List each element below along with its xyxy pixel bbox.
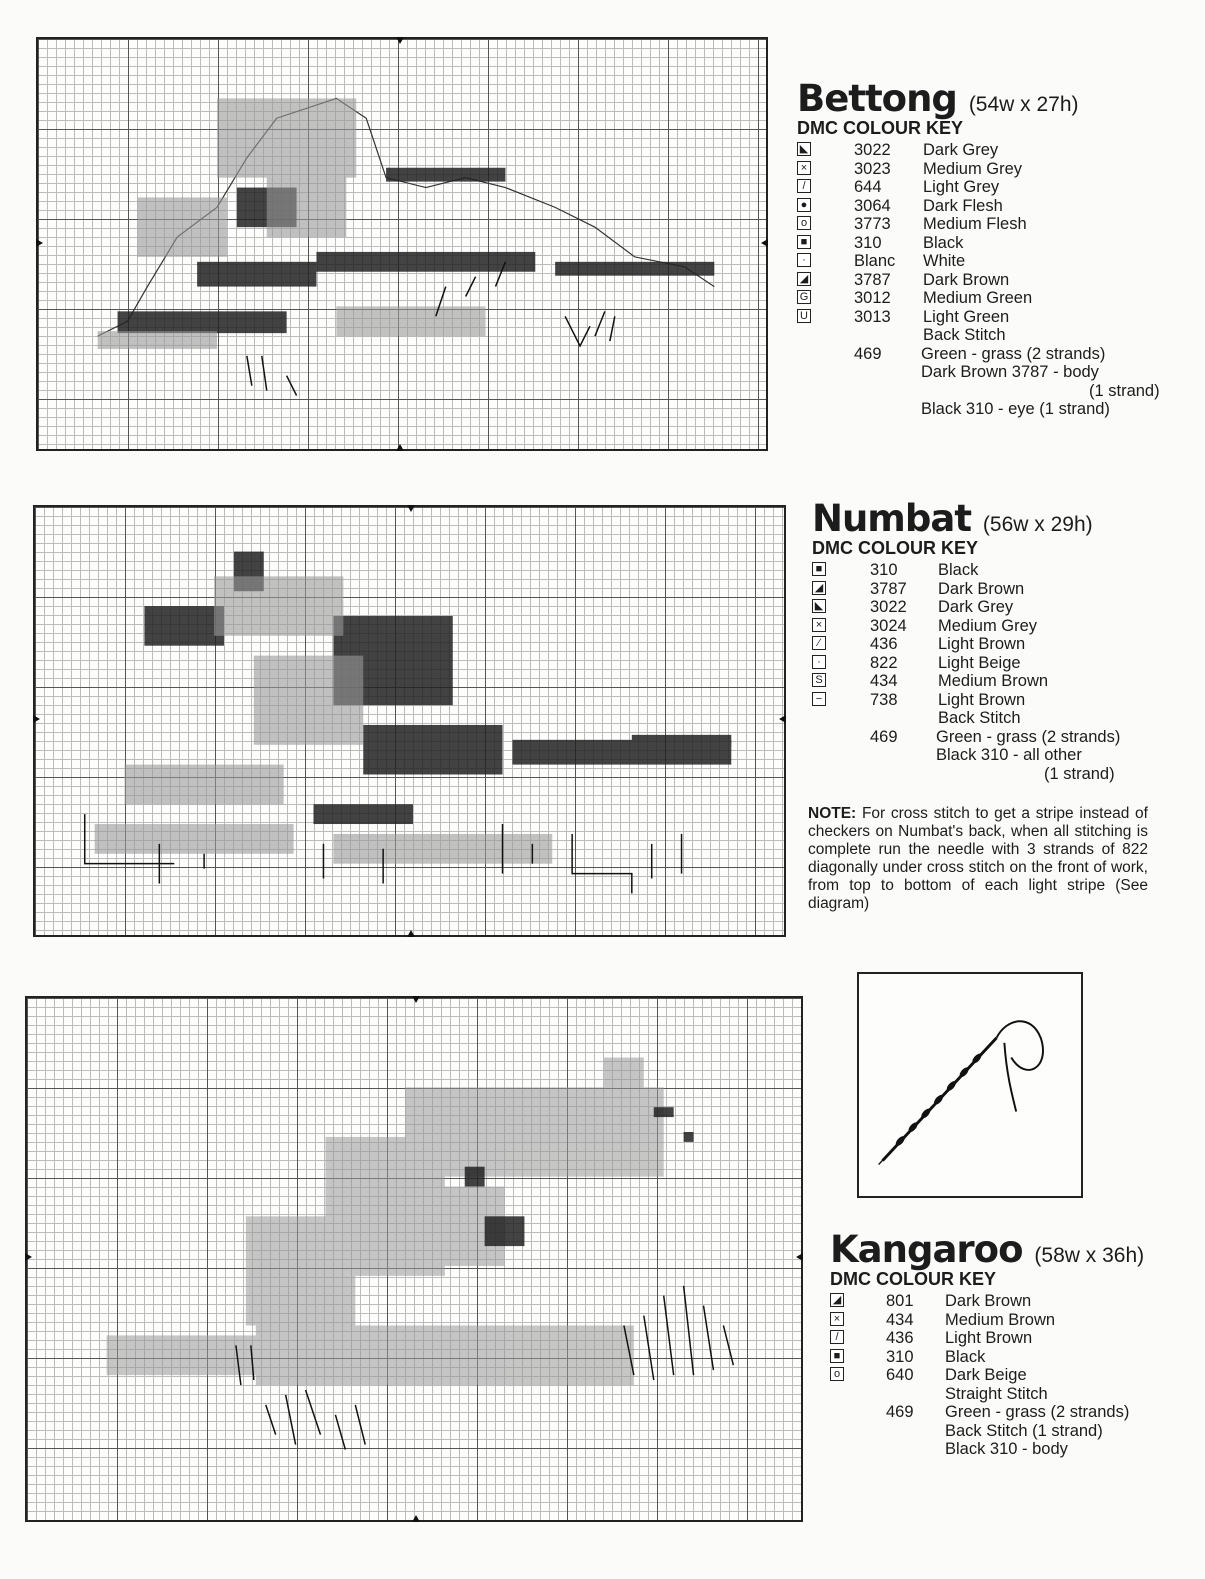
key-row <box>812 654 1182 673</box>
thread-name: Medium Grey <box>923 159 1023 178</box>
key-row <box>797 308 1177 327</box>
thread-name: Medium Grey <box>938 616 1038 635</box>
thread-code: 3022 <box>854 141 891 159</box>
thread-code: 469 <box>886 1403 914 1421</box>
kangaroo-title-text: Kangaroo <box>830 1228 1023 1271</box>
center-marker-left <box>33 715 40 723</box>
stitch-text: (1 strand) <box>1089 381 1160 400</box>
numbat-note <box>808 805 1148 913</box>
thread-name: Light Brown <box>938 635 1026 653</box>
thread-code: 3024 <box>870 616 907 635</box>
thread-code: 3012 <box>854 289 891 307</box>
thread-name: Dark Flesh <box>923 196 1003 215</box>
kangaroo-chart-grid <box>25 996 803 1522</box>
symbol-icon: · <box>812 655 826 669</box>
thread-code: 738 <box>870 690 898 709</box>
thread-code: 310 <box>886 1347 914 1366</box>
thread-name: Dark Brown <box>938 579 1025 598</box>
key-row <box>830 1292 1190 1311</box>
thread-name: Light Grey <box>923 178 1000 196</box>
numbat-chart-grid <box>33 505 786 937</box>
numbat-title <box>812 497 1182 540</box>
stitch-row <box>812 765 1182 784</box>
symbol-icon: ◢ <box>812 581 826 595</box>
kangaroo-pattern <box>27 998 801 1520</box>
symbol-icon: S <box>812 673 826 687</box>
kangaroo-key-heading: DMC COLOUR KEY <box>830 1269 996 1289</box>
numbat-title-text: Numbat <box>812 497 972 540</box>
symbol-icon: G <box>797 290 811 304</box>
center-marker-bottom <box>396 444 404 451</box>
thread-code: 3013 <box>854 307 891 326</box>
thread-name: Dark Beige <box>945 1366 1027 1384</box>
thread-code: 310 <box>854 233 882 252</box>
thread-code: 310 <box>870 561 898 579</box>
center-marker-top <box>396 37 404 44</box>
thread-name: Light Brown <box>945 1329 1033 1347</box>
key-row <box>797 271 1177 290</box>
numbat-pattern <box>35 507 784 935</box>
bettong-chart-grid <box>36 37 768 451</box>
key-row <box>797 252 1177 271</box>
key-row <box>812 635 1182 654</box>
symbol-icon: · <box>797 253 811 267</box>
stitch-row <box>797 400 1177 419</box>
key-row <box>812 561 1182 580</box>
symbol-icon: × <box>812 618 826 632</box>
note-text: For cross stitch to get a stripe instead of checkers on Numbat's back, when all stitching is complete run the needle with 3 strands of 822 diagonally under cross stitch on the front of work, from top to bottom of each light stripe (See diagram) <box>808 805 1148 912</box>
thread-code: 3787 <box>854 270 891 289</box>
symbol-icon: / <box>797 179 811 193</box>
stitch-row <box>830 1440 1190 1459</box>
thread-code: 3023 <box>854 159 891 178</box>
center-marker-bottom <box>407 930 415 937</box>
key-row <box>797 141 1177 160</box>
stitch-text: Black 310 - body <box>945 1440 1068 1458</box>
thread-name: Light Green <box>923 307 1010 326</box>
stitch-heading: Back Stitch <box>923 326 1006 344</box>
thread-code: 3064 <box>854 196 891 215</box>
bettong-key <box>797 77 1177 419</box>
stitch-text: Black 310 - eye (1 strand) <box>921 400 1110 418</box>
stitch-text: Black 310 - all other <box>936 746 1082 764</box>
thread-code: Blanc <box>854 252 896 270</box>
symbol-icon: U <box>797 309 811 323</box>
kangaroo-size: (58w x 36h) <box>1034 1244 1145 1267</box>
key-row <box>797 178 1177 197</box>
stitch-row <box>797 363 1177 382</box>
thread-name: Light Brown <box>938 690 1026 709</box>
note-label: NOTE: <box>808 805 857 822</box>
thread-name: Medium Brown <box>945 1310 1056 1329</box>
stitch-row <box>812 746 1182 765</box>
stitch-heading-row <box>812 709 1182 728</box>
key-row <box>797 160 1177 179</box>
symbol-icon: o <box>797 216 811 230</box>
key-row <box>812 580 1182 599</box>
thread-code: 822 <box>870 653 898 672</box>
center-marker-right <box>761 239 768 247</box>
center-marker-left <box>25 1253 32 1261</box>
thread-name: Dark Brown <box>945 1292 1032 1310</box>
numbat-key <box>812 497 1182 783</box>
thread-code: 644 <box>854 178 882 196</box>
thread-code: 434 <box>886 1310 914 1329</box>
center-marker-left <box>36 239 43 247</box>
center-marker-right <box>779 715 786 723</box>
symbol-icon: ◢ <box>797 272 811 286</box>
stitch-diagram <box>857 972 1083 1198</box>
stitch-text: (1 strand) <box>1044 764 1115 783</box>
stitch-heading: Back Stitch <box>938 709 1021 727</box>
center-marker-bottom <box>412 1515 420 1522</box>
key-row <box>830 1366 1190 1385</box>
stitch-row <box>830 1422 1190 1441</box>
thread-name: Dark Brown <box>923 270 1010 289</box>
stitch-text: Green - grass (2 strands) <box>921 344 1106 363</box>
stitch-row <box>830 1403 1190 1422</box>
key-row <box>830 1329 1190 1348</box>
bettong-title-text: Bettong <box>797 77 957 120</box>
symbol-icon: × <box>830 1312 844 1326</box>
symbol-icon: ■ <box>812 562 826 576</box>
stitch-text: Green - grass (2 strands) <box>945 1403 1130 1421</box>
numbat-size: (56w x 29h) <box>982 513 1093 536</box>
symbol-icon: − <box>812 692 826 706</box>
stitch-row <box>797 382 1177 401</box>
symbol-icon: ◢ <box>830 1293 844 1307</box>
thread-code: 434 <box>870 672 898 690</box>
stitch-row <box>812 728 1182 747</box>
symbol-icon: o <box>830 1367 844 1381</box>
key-row <box>812 598 1182 617</box>
thread-name: White <box>923 252 966 270</box>
numbat-key-heading: DMC COLOUR KEY <box>812 538 978 558</box>
thread-code: 640 <box>886 1366 914 1384</box>
symbol-icon: ■ <box>797 235 811 249</box>
thread-code: 469 <box>870 727 898 746</box>
key-row <box>797 289 1177 308</box>
needle-illustration <box>859 974 1081 1196</box>
key-row <box>797 197 1177 216</box>
thread-name: Black <box>938 561 979 579</box>
thread-code: 436 <box>886 1329 914 1347</box>
key-row <box>797 234 1177 253</box>
thread-name: Black <box>945 1347 986 1366</box>
stitch-text: Dark Brown 3787 - body <box>921 363 1099 381</box>
bettong-size: (54w x 27h) <box>968 93 1079 116</box>
bettong-key-heading: DMC COLOUR KEY <box>797 118 963 138</box>
center-marker-right <box>796 1253 803 1261</box>
key-row <box>830 1348 1190 1367</box>
thread-code: 436 <box>870 635 898 653</box>
key-row <box>812 691 1182 710</box>
thread-name: Black <box>923 233 964 252</box>
thread-name: Medium Flesh <box>923 215 1027 233</box>
thread-name: Medium Green <box>923 289 1033 307</box>
symbol-icon: ● <box>797 198 811 212</box>
stitch-heading: Straight Stitch <box>945 1384 1048 1403</box>
symbol-icon: ◣ <box>797 142 811 156</box>
center-marker-top <box>407 505 415 512</box>
symbol-icon: × <box>797 161 811 175</box>
key-row <box>812 617 1182 636</box>
thread-name: Medium Brown <box>938 672 1049 690</box>
bettong-pattern <box>38 39 766 449</box>
kangaroo-key <box>830 1228 1190 1459</box>
stitch-text: Green - grass (2 strands) <box>936 727 1121 746</box>
symbol-icon: ■ <box>830 1349 844 1363</box>
thread-code: 3022 <box>870 598 907 616</box>
symbol-icon: / <box>830 1330 844 1344</box>
key-row <box>812 672 1182 691</box>
thread-code: 469 <box>854 344 882 363</box>
stitch-heading-row <box>797 326 1177 345</box>
stitch-text: Back Stitch (1 strand) <box>945 1421 1103 1440</box>
key-row <box>797 215 1177 234</box>
stitch-heading-row <box>830 1385 1190 1404</box>
symbol-icon: ⁄ <box>812 636 826 650</box>
thread-name: Light Beige <box>938 653 1021 672</box>
symbol-icon: ◣ <box>812 599 826 613</box>
kangaroo-title <box>830 1228 1190 1271</box>
thread-code: 3773 <box>854 215 891 233</box>
thread-code: 3787 <box>870 579 907 598</box>
stitch-row <box>797 345 1177 364</box>
thread-name: Dark Grey <box>938 598 1014 616</box>
key-row <box>830 1311 1190 1330</box>
thread-code: 801 <box>886 1292 914 1310</box>
thread-name: Dark Grey <box>923 141 999 159</box>
bettong-title <box>797 77 1177 120</box>
center-marker-top <box>412 996 420 1003</box>
